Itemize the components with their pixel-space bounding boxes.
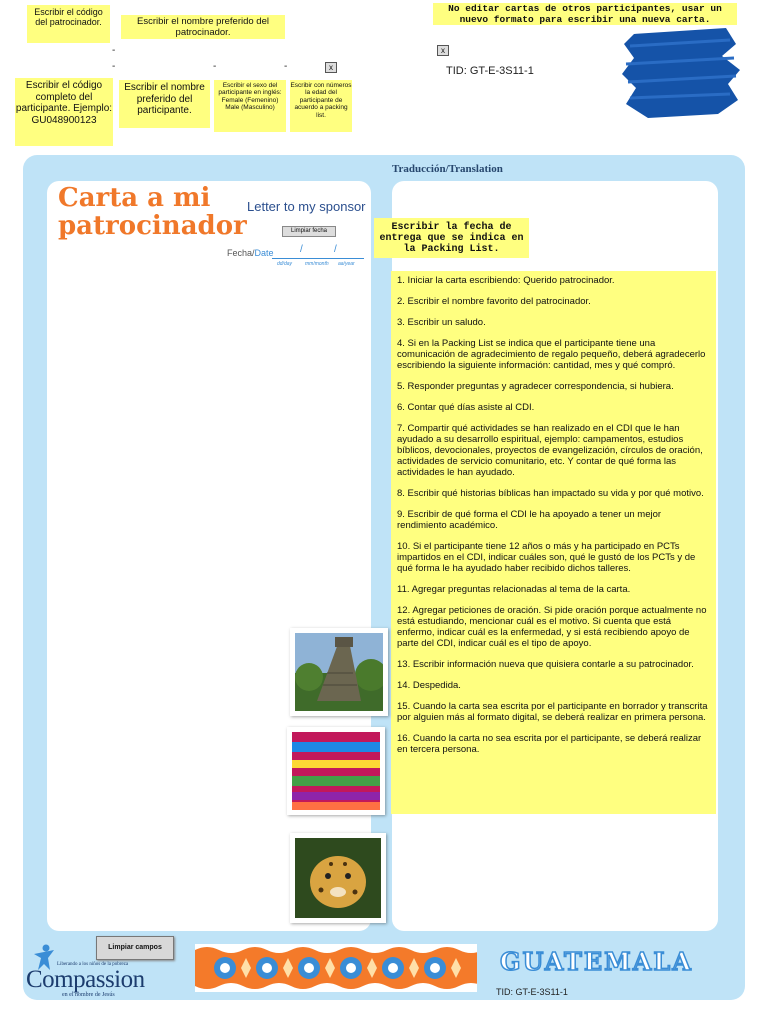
redaction-mark bbox=[618, 26, 742, 122]
instruction-item: 2. Escribir el nombre favorito del patrocinador. bbox=[397, 296, 591, 307]
tid-bottom: TID: GT-E-3S11-1 bbox=[496, 987, 568, 997]
instruction-item: 9. Escribir de qué forma el CDI le ha apoyado a tener un mejor rendimiento académico. bbox=[397, 509, 662, 531]
instruction-item: 13. Escribir información nueva que quisiera contarle a su patrocinador. bbox=[397, 659, 694, 670]
note-gender: Escribir el sexo del participante en inglés: Female (Femenino) Male (Masculino) bbox=[214, 80, 286, 132]
clear-header-button[interactable]: x bbox=[325, 62, 337, 73]
note-age: Escribir con números la edad del participante de acuerdo a packing list. bbox=[290, 80, 352, 132]
compassion-logo: Liberando a los niños de la pobreza Compassion en el nombre de Jesús bbox=[20, 942, 170, 1004]
date-unit-month: mm/month bbox=[305, 261, 329, 267]
date-slash: / bbox=[334, 244, 337, 255]
date-unit-year: aa/year bbox=[338, 261, 355, 267]
note-delivery-date: Escribir la fecha de entrega que se indica en la Packing List. bbox=[374, 218, 529, 258]
date-label: Fecha/Date bbox=[227, 248, 274, 258]
clear-date-button[interactable]: Limpiar fecha bbox=[282, 226, 336, 237]
translation-title: Traducción/Translation bbox=[392, 163, 503, 175]
letter-subtitle: Letter to my sponsor bbox=[247, 199, 366, 214]
instruction-item: 1. Iniciar la carta escribiendo: Querido patrocinador. bbox=[397, 275, 615, 286]
letter-title: Carta a mi patrocinador bbox=[58, 183, 247, 241]
instruction-item: 3. Escribir un saludo. bbox=[397, 317, 486, 328]
instruction-item: 14. Despedida. bbox=[397, 680, 461, 691]
instruction-item: 4. Si en la Packing List se indica que el participante tiene una comunicación de agradecimiento de regalo pequeño, deberá agradecerlo escribiendo la siguiente información: cantidad, mes y qué compró. bbox=[397, 338, 706, 371]
instruction-item: 5. Responder preguntas y agradecer correspondencia, si hubiera. bbox=[397, 381, 674, 392]
clear-fields-button[interactable]: Limpiar campos bbox=[96, 936, 174, 960]
photo-jaguar bbox=[290, 833, 386, 923]
country-name: GUATEMALA bbox=[500, 947, 693, 976]
instructions-list bbox=[391, 271, 716, 814]
date-slash: / bbox=[300, 244, 303, 255]
note-sponsor-name: Escribir el nombre preferido del patrocinador. bbox=[121, 15, 285, 39]
photo-textiles bbox=[287, 727, 385, 815]
date-input[interactable] bbox=[272, 258, 364, 259]
note-participant-name: Escribir el nombre preferido del participante. bbox=[119, 80, 210, 128]
instruction-item: 10. Si el participante tiene 12 años o más y ha participado en PCTs impartidos en el CDI, indicar cuáles son, qué le gustó de los PCTs y de qué forma le ha ayudado haber recibido dichos talleres. bbox=[397, 541, 696, 574]
instruction-item: 11. Agregar preguntas relacionadas al tema de la carta. bbox=[397, 584, 631, 595]
participant-code-field[interactable]: - bbox=[112, 61, 116, 72]
note-warning: No editar cartas de otros participantes, usar un nuevo formato para escribir una nueva carta. bbox=[433, 3, 737, 25]
participant-name-field[interactable]: - bbox=[213, 61, 217, 72]
sponsor-code-field[interactable]: - bbox=[112, 45, 116, 56]
instruction-item: 16. Cuando la carta no sea escrita por el participante, se deberá realizar en tercera persona. bbox=[397, 733, 702, 755]
gender-field[interactable]: - bbox=[284, 61, 288, 72]
photo-temple bbox=[290, 628, 388, 716]
note-participant-code: Escribir el código completo del participante. Ejemplo: GU048900123 bbox=[15, 78, 113, 146]
decorative-band bbox=[195, 944, 477, 992]
instruction-item: 15. Cuando la carta sea escrita por el participante en borrador y transcrita por alguien más al formato digital, se deberá realizar en primera persona. bbox=[397, 701, 708, 723]
note-sponsor-code: Escribir el código del patrocinador. bbox=[27, 5, 110, 43]
instruction-item: 7. Compartir qué actividades se han realizado en el CDI que le han ayudado a su desarrollo espiritual, ejemplo: campamentos, estudios bíblicos, devocionales, proyectos de evangelización, círculos de oración, actividades de servicio comunitario, etc. Y contar de qué forma las actividades le han ayudado. bbox=[397, 423, 703, 478]
letter-body-area[interactable] bbox=[47, 181, 371, 931]
tid-top: TID: GT-E-3S11-1 bbox=[446, 65, 534, 77]
date-unit-day: dd/day bbox=[277, 261, 293, 267]
close-warning-button[interactable]: x bbox=[437, 45, 449, 56]
instruction-item: 6. Contar qué días asiste al CDI. bbox=[397, 402, 535, 413]
instruction-item: 8. Escribir qué historias bíblicas han impactado su vida y por qué motivo. bbox=[397, 488, 704, 499]
instruction-item: 12. Agregar peticiones de oración. Si pide oración porque actualmente no está estudiando, mencionar cuál es el motivo. Si cuenta que está enfermo, indicar cuál es la enfermedad, y si está recibiendo apoyo de parte del CDI, indicar cuál es el tipo de apoyo. bbox=[397, 605, 707, 649]
